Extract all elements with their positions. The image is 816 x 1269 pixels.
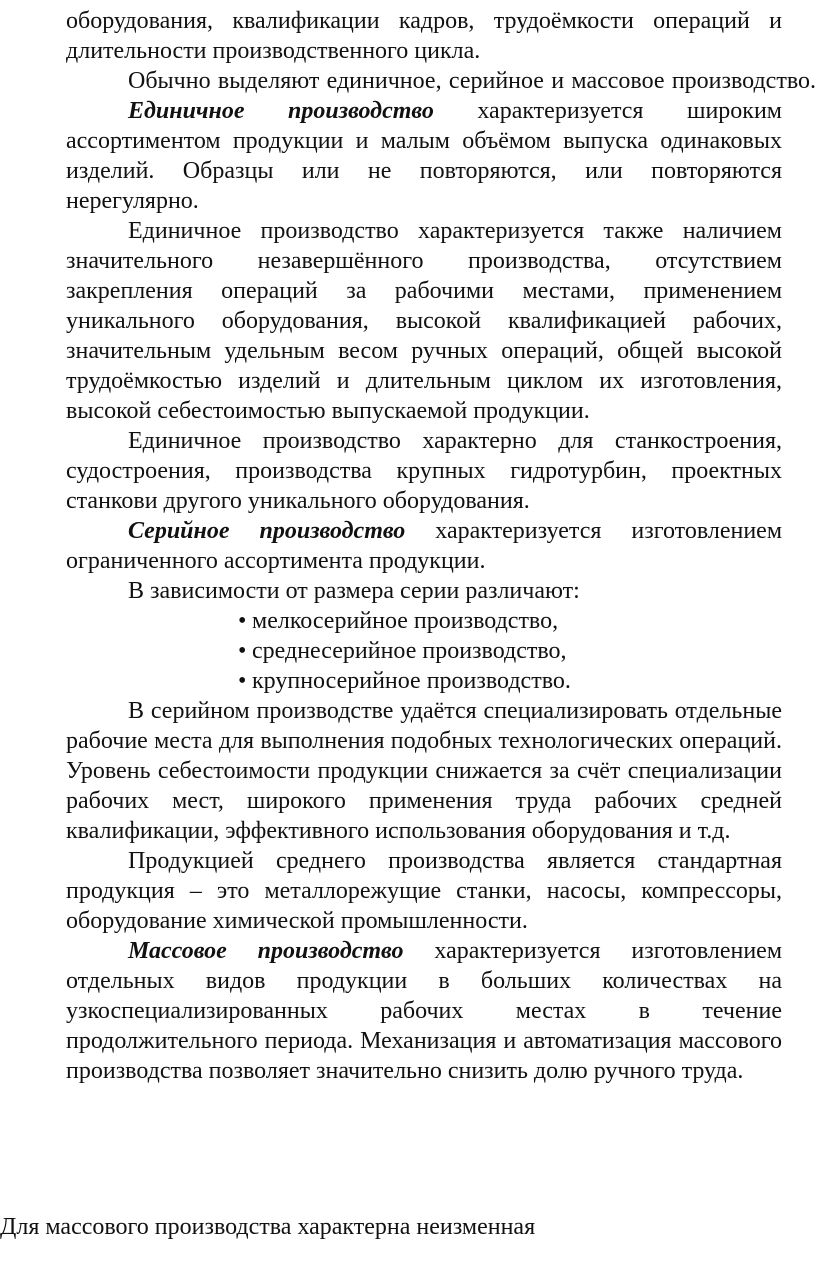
list-item <box>238 636 782 666</box>
paragraph-serial-production <box>66 516 782 576</box>
term-single-production: Единичное производство <box>128 98 434 124</box>
bullet-icon: • <box>238 638 247 664</box>
paragraph-continuation: оборудования, квалификации кадров, трудоёмкости операций и длительности производственного цикла. <box>66 8 782 64</box>
list-item <box>238 606 782 636</box>
paragraph-serial-production-text: характеризуется изготовлением ограниченного ассортимента продукции. <box>66 518 783 574</box>
bullet-icon: • <box>238 608 247 634</box>
paragraph-medium-production: Продукцией среднего производства является стандартная продукция – это металлорежущие станки, насосы, компрессоры, оборудование химической промышленности. <box>66 848 782 934</box>
list-item-text: мелкосерийное производство, <box>252 608 559 634</box>
text-column <box>66 6 816 1086</box>
paragraph-single-production <box>66 96 782 216</box>
bullet-icon: • <box>238 668 247 694</box>
paragraph-mass-production <box>66 936 782 1086</box>
paragraph-single-features: Единичное производство характеризуется также наличием значительного незавершённого производства, отсутствием закрепления операций за рабочими местами, применением уникального оборудования, высокой квалификацией рабочих, значительным удельным весом ручных операций, общей высокой трудоёмкостью изделий и длительным циклом их изготовления, высокой себестоимостью выпускаемой продукции. <box>66 218 782 424</box>
list-item-text: среднесерийное производство, <box>252 638 567 664</box>
paragraph-serial-specialization: В серийном производстве удаётся специализировать отдельные рабочие места для выполнения подобных технологических операций. Уровень себестоимости продукции снижается за счёт специализации рабочих мест, широкого применения труда рабочих средней квалификации, эффективного использования оборудования и т.д. <box>66 698 782 844</box>
paragraph-single-industries: Единичное производство характерно для станкостроения, судостроения, производства крупных гидротурбин, проектных станкови другого уникального оборудования. <box>66 428 782 514</box>
paragraph-production-types-text: Обычно выделяют единичное, серийное и массовое производство. <box>128 68 816 94</box>
paragraph-mass-characteristic: Для массового производства характерна неизменная <box>0 1214 536 1240</box>
list-item-text: крупносерийное производство. <box>252 668 571 694</box>
bullet-list <box>66 606 782 696</box>
paragraph-series-kinds: В зависимости от размера серии различают: <box>128 578 580 604</box>
paragraph-production-types <box>66 66 816 96</box>
paragraph-mass-production-text: характеризуется изготовлением отдельных видов продукции в больших количествах на узкоспециализированных рабочих местах в течение продолжительного периода. Механизация и автоматизация массового производства позволяет значительно снизить долю ручного труда. <box>66 938 783 1084</box>
paragraph-single-production-text: характеризуется широким ассортиментом продукции и малым объёмом выпуска одинаковых изделий. Образцы или не повторяются, или повторяются нерегулярно. <box>66 98 782 214</box>
list-item <box>238 666 782 696</box>
term-mass-production: Массовое производство <box>128 938 404 964</box>
term-serial-production: Серийное производство <box>128 518 406 544</box>
